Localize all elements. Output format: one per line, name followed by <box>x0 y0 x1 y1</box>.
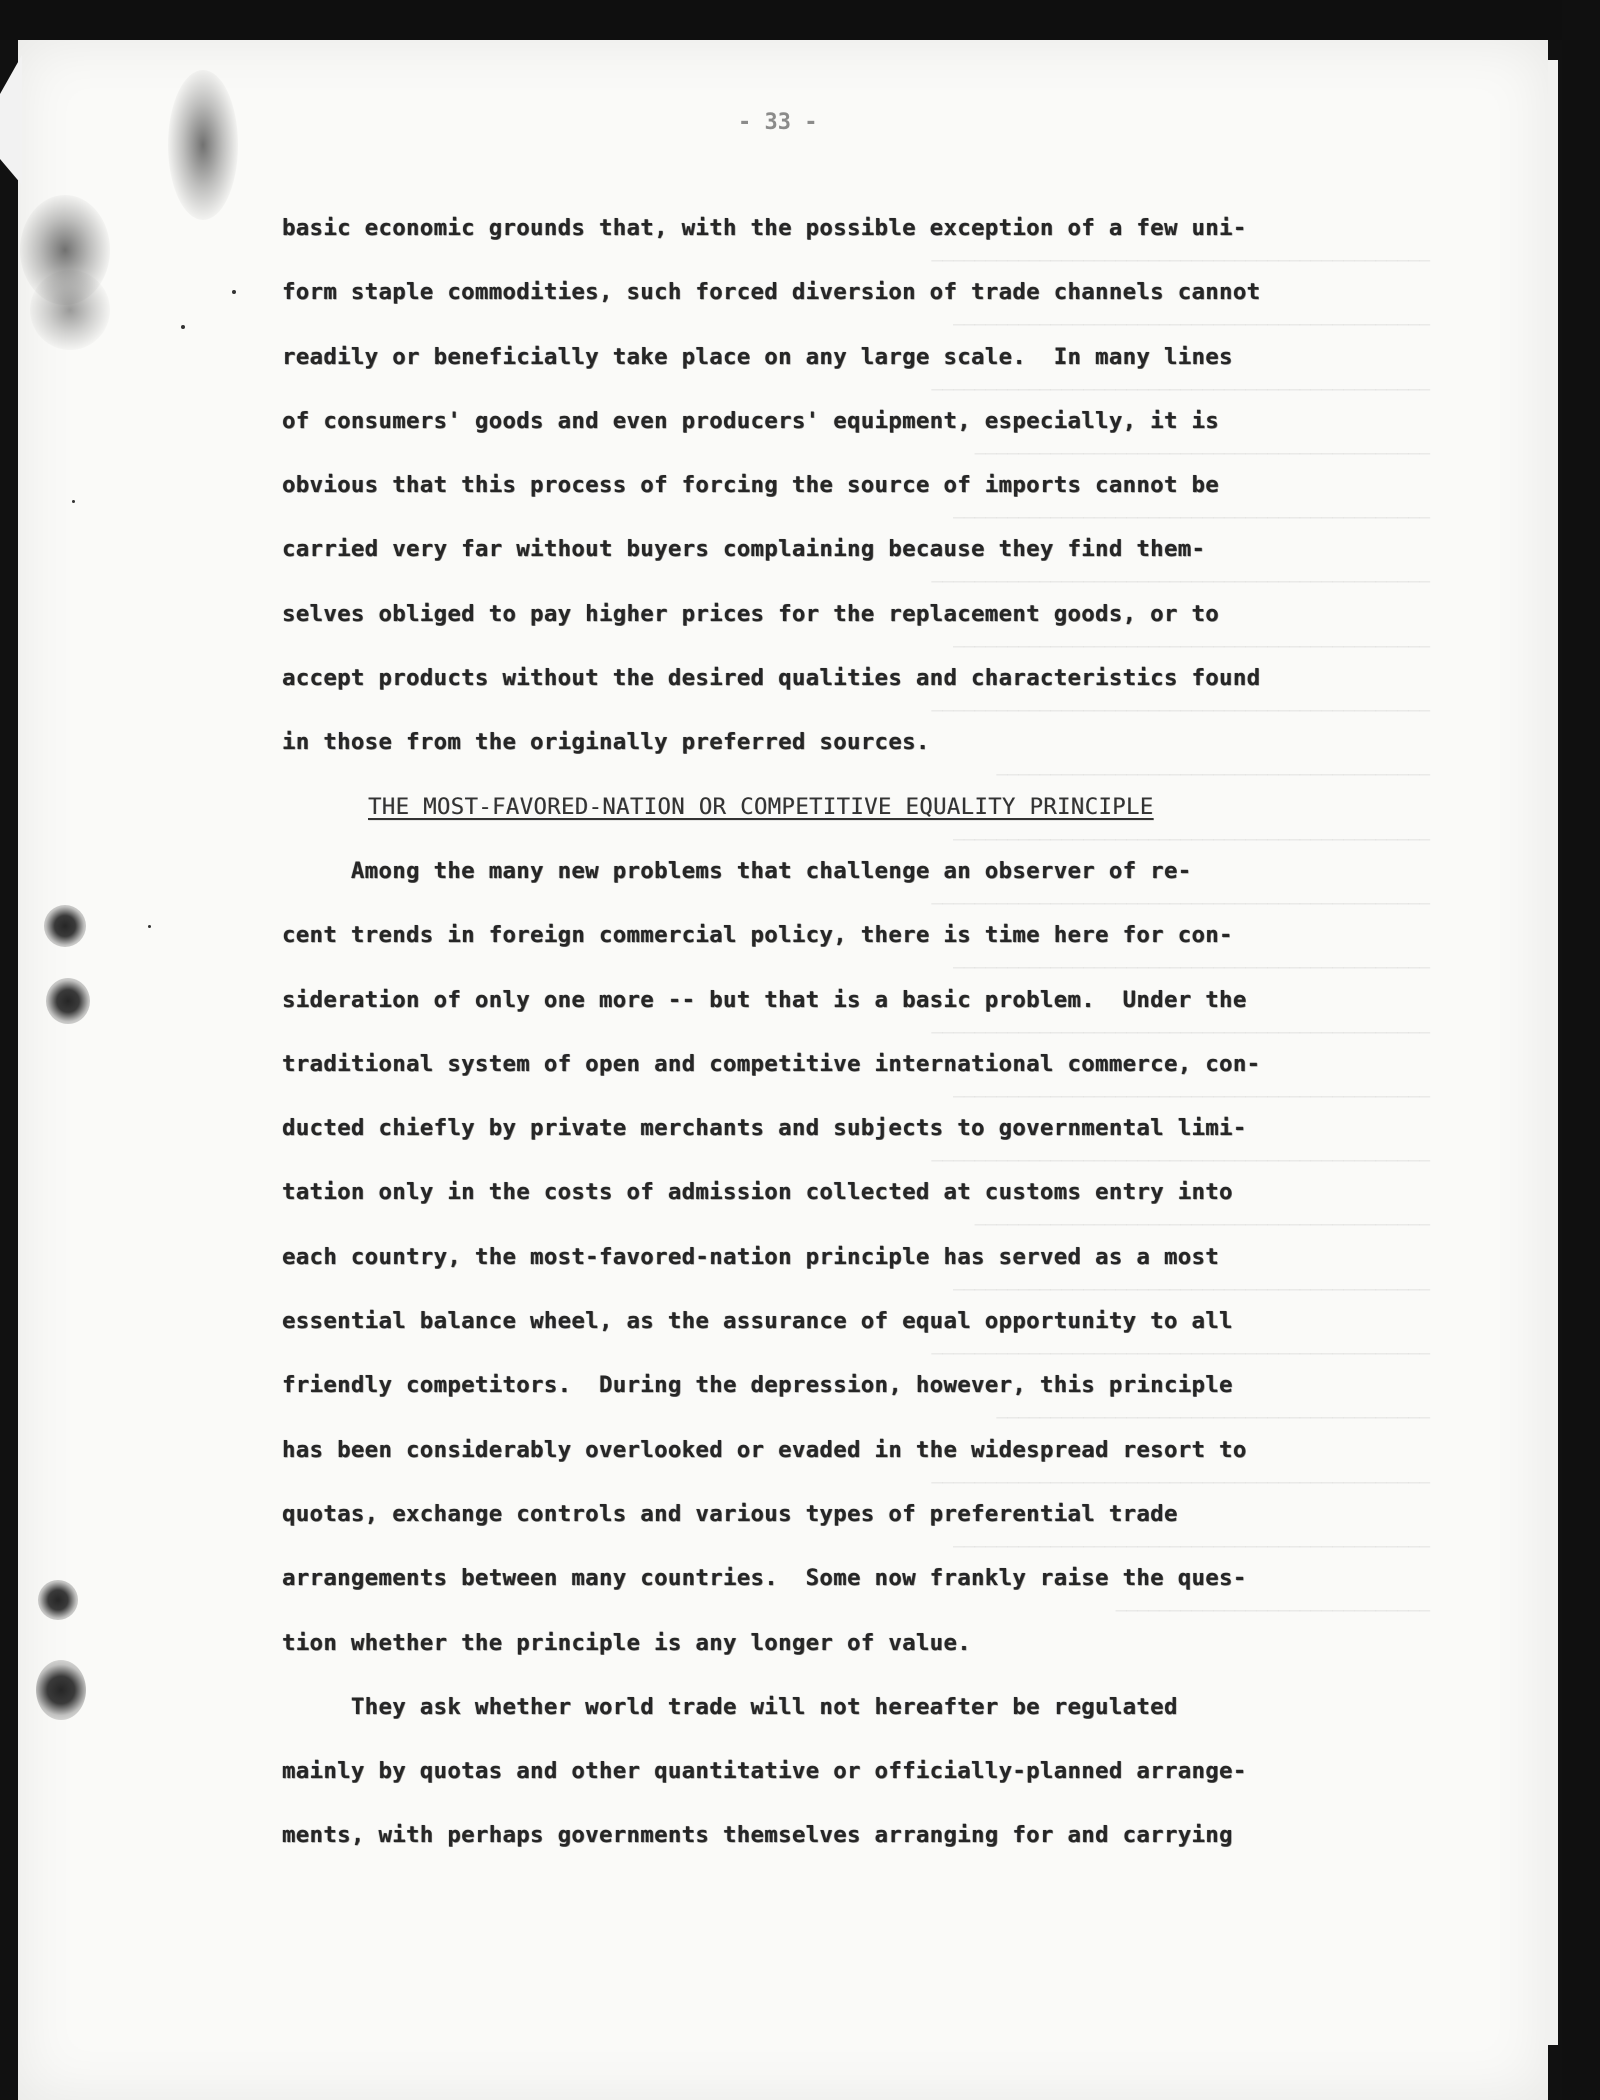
text-line: carried very far without buyers complaining because they find them- <box>282 536 1206 563</box>
text-line: traditional system of open and competitive international commerce, con- <box>282 1050 1261 1077</box>
punch-hole-mark <box>36 1660 86 1720</box>
text-line: essential balance wheel, as the assurance of equal opportunity to all <box>282 1308 1233 1335</box>
punch-hole-mark <box>46 978 90 1024</box>
text-line: basic economic grounds that, with the possible exception of a few uni- <box>282 215 1247 241</box>
text-line: form staple commodities, such forced diversion of trade channels cannot <box>282 279 1261 306</box>
paragraph-1 <box>282 196 1432 775</box>
text-line: quotas, exchange controls and various types of preferential trade <box>282 1500 1178 1527</box>
stray-mark <box>181 325 185 329</box>
punch-hole-mark <box>44 905 86 947</box>
text-line: ments, with perhaps governments themselves arranging for and carrying <box>282 1822 1233 1849</box>
text-line: of consumers' goods and even producers' equipment, especially, it is <box>282 407 1220 434</box>
scan-border-top <box>0 0 1600 40</box>
text-line: They ask whether world trade will not hereafter be regulated <box>282 1693 1178 1720</box>
section-heading: THE MOST-FAVORED-NATION OR COMPETITIVE EQUALITY PRINCIPLE <box>368 793 1154 820</box>
text-line: tation only in the costs of admission collected at customs entry into <box>282 1179 1233 1206</box>
stray-mark <box>148 925 151 928</box>
text-line: sideration of only one more -- but that is a basic problem. Under the <box>282 986 1247 1013</box>
text-line: accept products without the desired qualities and characteristics found <box>282 665 1261 692</box>
text-line: friendly competitors. During the depression, however, this principle <box>282 1372 1233 1399</box>
text-line: readily or beneficially take place on any large scale. In many lines <box>282 343 1233 370</box>
text-line: each country, the most-favored-nation principle has served as a most <box>282 1243 1220 1270</box>
page-number: - 33 - <box>738 110 818 135</box>
text-line: has been considerably overlooked or evaded in the widespread resort to <box>282 1436 1247 1463</box>
paragraph-3 <box>282 1675 1432 1868</box>
text-line: obvious that this process of forcing the source of imports cannot be <box>282 472 1220 499</box>
stray-mark <box>72 500 75 503</box>
ink-smudge <box>168 70 238 220</box>
text-line: ducted chiefly by private merchants and subjects to governmental limi- <box>282 1115 1247 1142</box>
text-line: selves obliged to pay higher prices for the replacement goods, or to <box>282 600 1220 627</box>
scan-border-right <box>1562 0 1600 2100</box>
text-line: arrangements between many countries. Some now frankly raise the ques- <box>282 1565 1247 1592</box>
document-body <box>282 196 1432 1868</box>
text-line: mainly by quotas and other quantitative or officially-planned arrange- <box>282 1758 1247 1785</box>
paragraph-2 <box>282 839 1432 1675</box>
ink-smudge <box>30 270 110 350</box>
text-line: Among the many new problems that challenge an observer of re- <box>282 857 1192 884</box>
text-line: tion whether the principle is any longer of value. <box>282 1629 972 1656</box>
text-line: in those from the originally preferred sources. <box>282 729 930 756</box>
stray-mark <box>232 290 236 294</box>
punch-hole-mark <box>38 1580 78 1620</box>
bleed-through-texture: ────────────────────────────────────────────── ──────────────────────────────────────────── ────────────────────────────────────────────── ────────────────────────────────────────── ──────────────────────────────────────────── ────────────────────────────────────────────── ──────────────────────────────────────────── ────────────────────────────────────────────── ──────────────────────────────────────── ──────────────────────────────────────────── ────────────────────────────────────────────── ──────────────────────────────────────────── ────────────────────────────────────────────── ──────────────────────────────────────────── ────────────────────────────────────────────── ────────────────────────────────────────── ──────────────────────────────────────────── ────────────────────────────────────────────── ──────────────────────────────────────── ────────────────────────────────────────────── ──────────────────────────────────────────── ───────────────────────────── <box>931 251 1430 1623</box>
paper-tab-edge <box>0 55 22 185</box>
text-line: cent trends in foreign commercial policy, there is time here for con- <box>282 922 1233 949</box>
